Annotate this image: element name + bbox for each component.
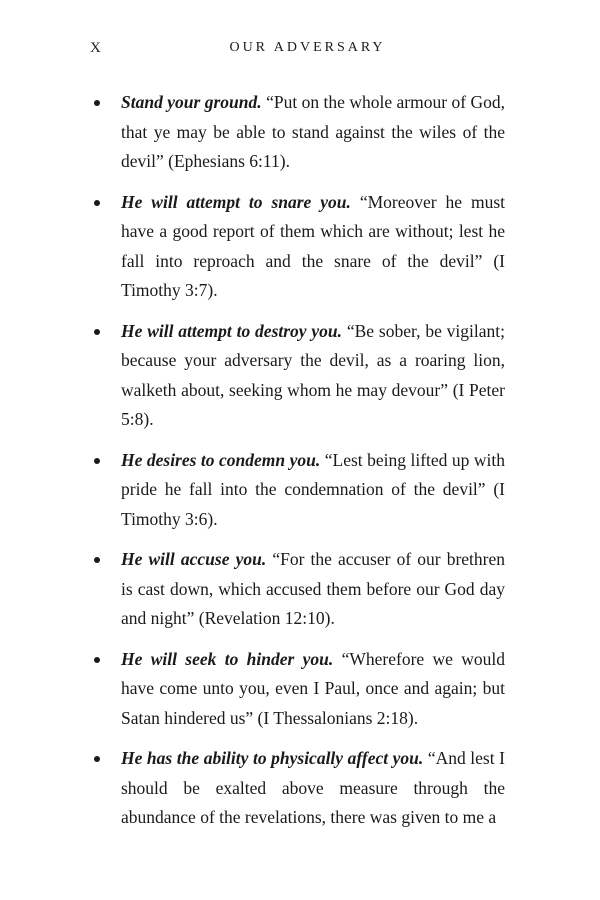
bullet-lead: Stand your ground.: [121, 92, 267, 112]
bullet-icon: [94, 458, 100, 464]
bullet-lead: He will attempt to destroy you.: [121, 320, 347, 341]
bullet-text: “Be sober, be vigilant; because your adversary the devil, as a roaring lion, walketh about, seeking whom he may devour” (I Peter 5:8).: [121, 320, 505, 429]
bullet-lead: He will attempt to snare you.: [121, 191, 360, 212]
bullet-icon: [94, 100, 100, 106]
bullet-text: “Moreover he must have a good report of them which are without; lest he fall into reproach and the snare of the devil” (I Timothy 3:7).: [121, 191, 505, 300]
bullet-text: “For the accuser of our brethren is cast down, which accused them before our God day and night” (Revelation 12:10).: [121, 549, 505, 628]
list-item: [92, 645, 505, 734]
bullet-text: “Wherefore we would have come unto you, even I Paul, once and again; but Satan hindered us” (I Thessalonians 2:18).: [121, 648, 505, 728]
bullet-text: “Lest being lifted up with pride he fall into the condemnation of the devil” (I Timothy 3:6).: [121, 449, 505, 529]
bullet-lead: He will accuse you.: [121, 549, 273, 569]
bullet-text: “And lest I should be exalted above measure through the abundance of the revelations, there was given to me a: [121, 748, 505, 827]
bullet-lead: He will seek to hinder you.: [121, 648, 342, 669]
bullet-icon: [94, 657, 100, 663]
list-item: [92, 317, 505, 435]
running-head: [90, 40, 505, 60]
bullet-icon: [94, 329, 100, 335]
bullet-icon: [94, 200, 100, 206]
bullet-lead: He has the ability to physically affect you.: [121, 748, 428, 768]
bullet-text: “Put on the whole armour of God, that ye may be able to stand against the wiles of the devil” (Ephesians 6:11).: [121, 92, 505, 171]
bullet-list: [92, 88, 505, 844]
list-item: [92, 545, 505, 634]
list-item: [92, 188, 505, 306]
list-item: [92, 446, 505, 535]
bullet-icon: [94, 557, 100, 563]
running-head-title: OUR ADVERSARY: [229, 40, 386, 55]
list-item: [92, 88, 505, 177]
bullet-lead: He desires to condemn you.: [121, 449, 325, 470]
bullet-icon: [94, 756, 100, 762]
page-number: X: [90, 40, 102, 56]
list-item: [92, 744, 505, 833]
